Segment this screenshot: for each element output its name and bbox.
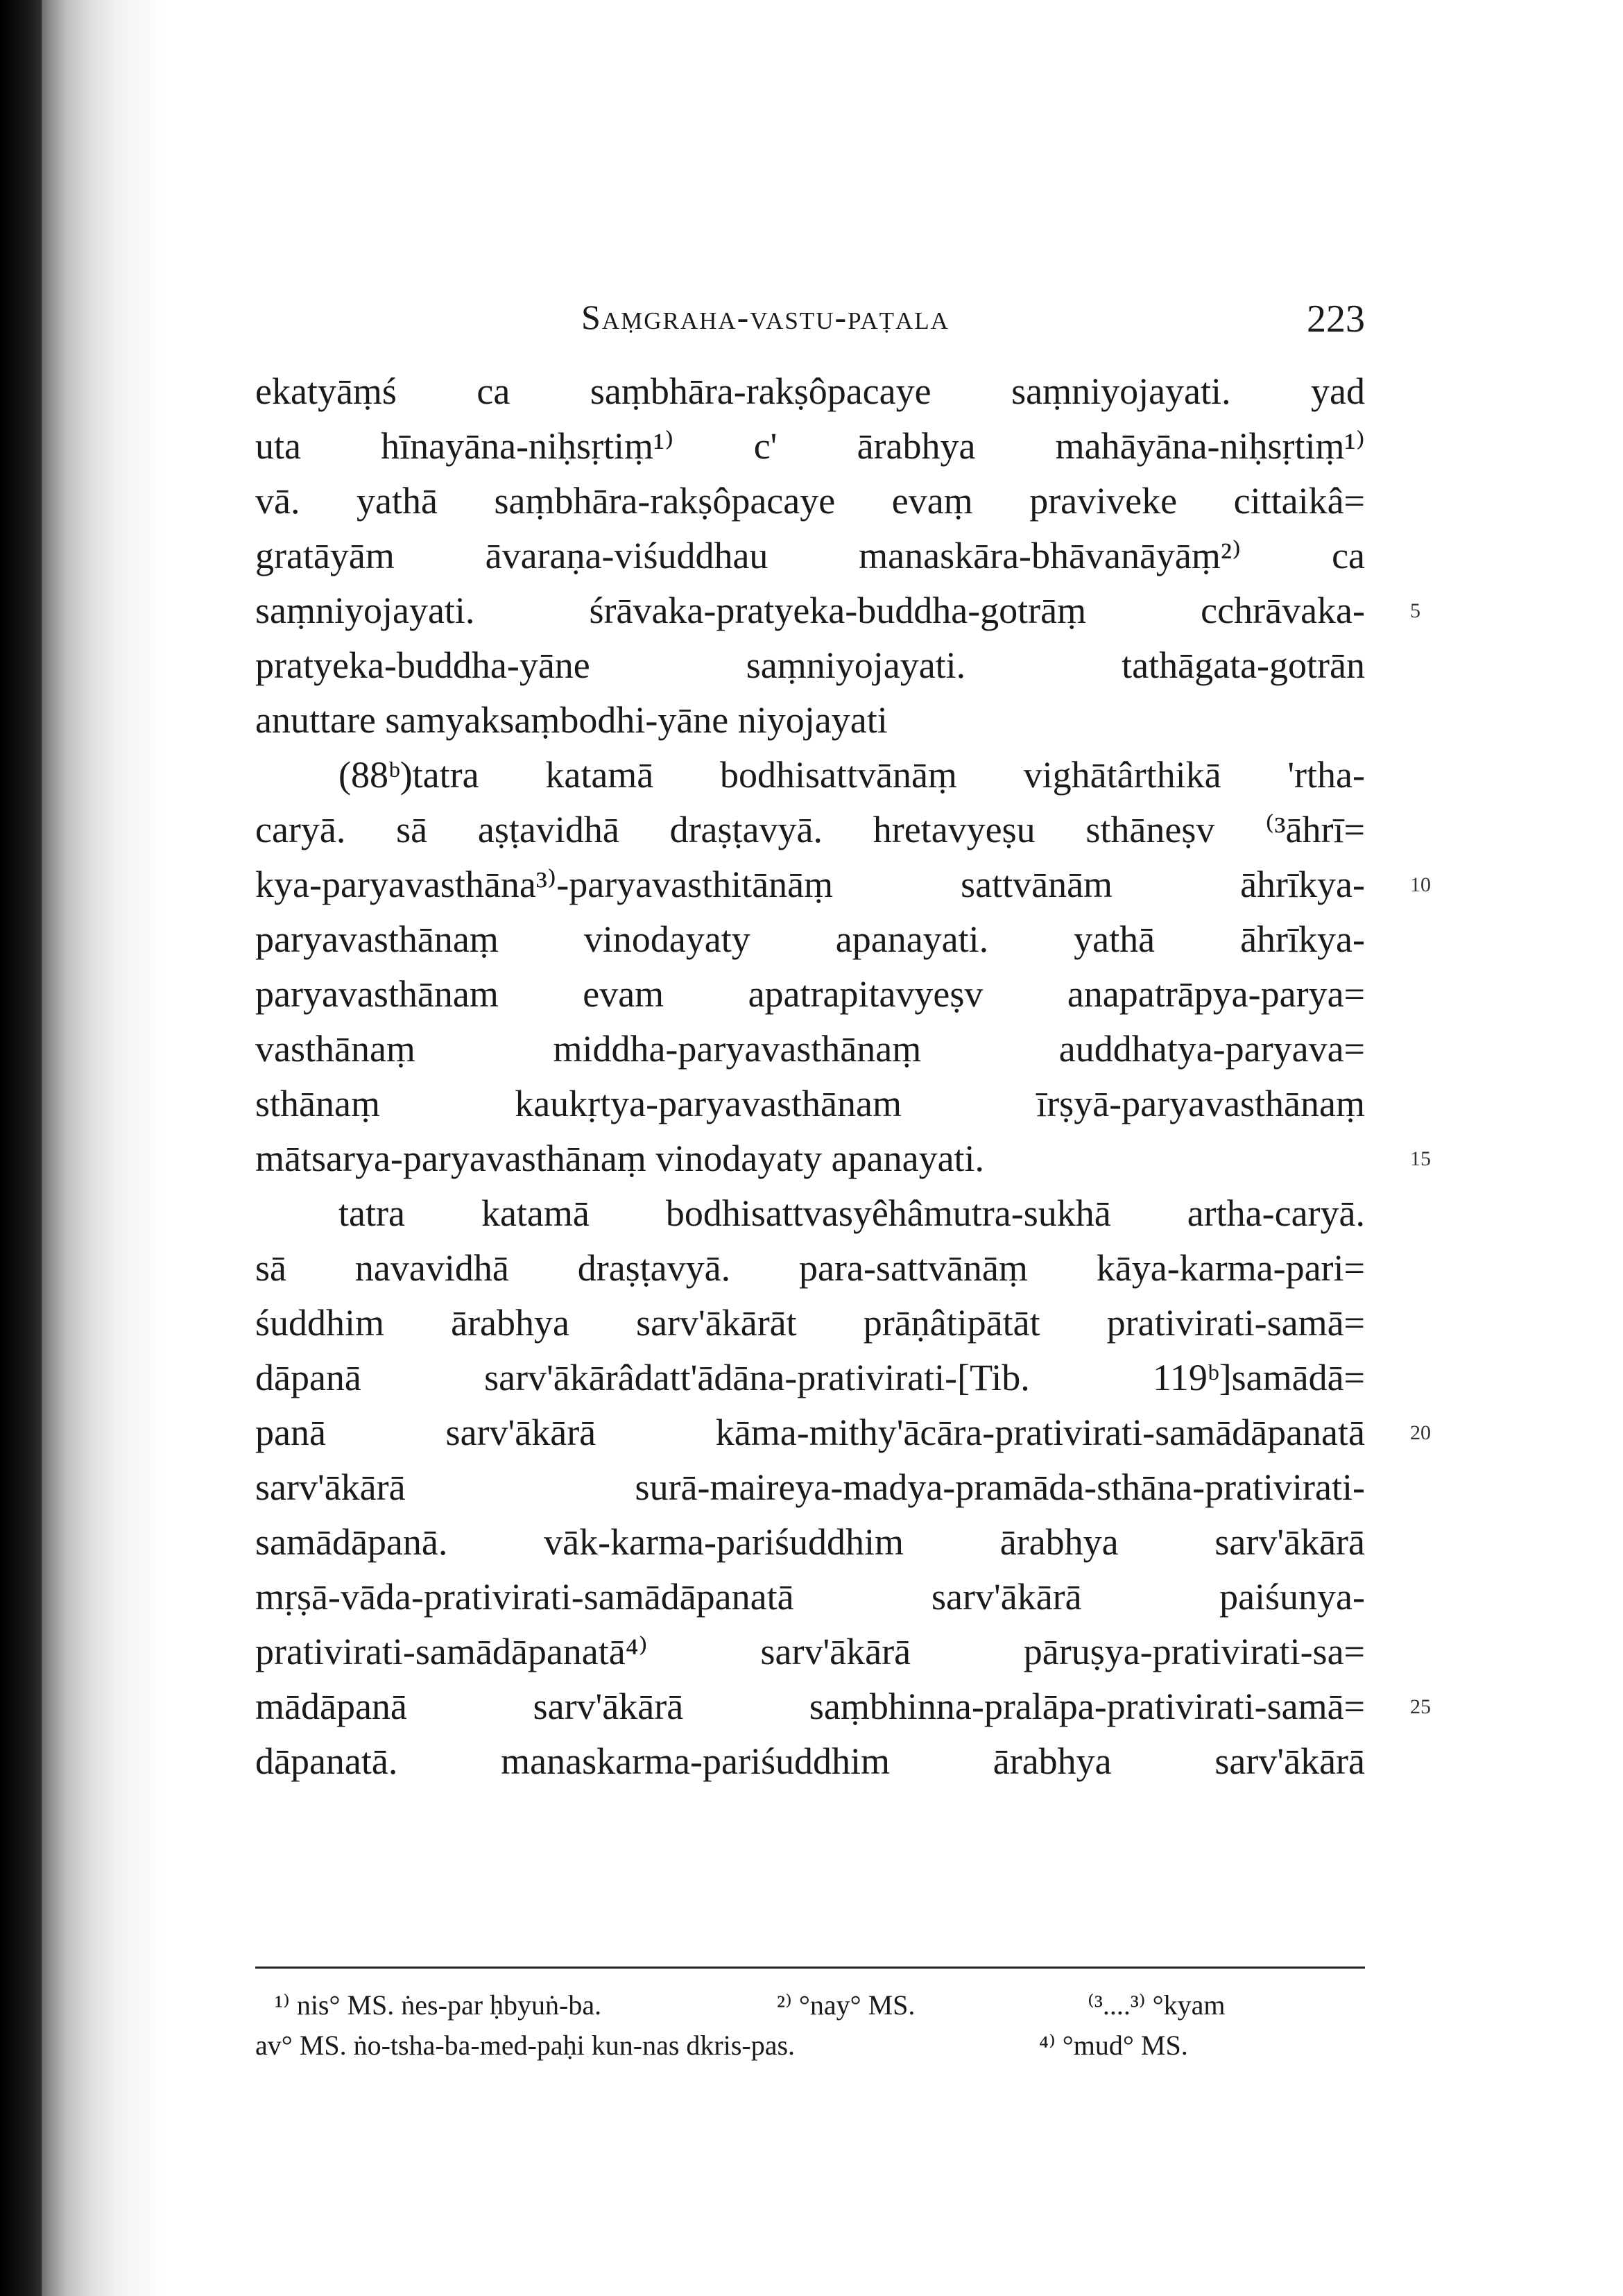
- text-line: [255, 1515, 1365, 1570]
- text-line-content: mādāpanā sarv'ākārā saṃbhinna-pralāpa-prativirati-samā=: [255, 1686, 1365, 1727]
- text-line: [255, 1679, 1431, 1734]
- text-line: [255, 1296, 1365, 1351]
- text-line-content: anuttare samyaksaṃbodhi-yāne niyojayati: [255, 699, 888, 741]
- text-line-content: paryavasthānam evam apatrapitavyeṣv anapatrāpya-parya=: [255, 973, 1365, 1015]
- text-line-content: samādāpanā. vāk-karma-pariśuddhim ārabhya sarv'ākārā: [255, 1521, 1365, 1563]
- footnote-divider: [255, 1967, 1365, 1969]
- text-line: [255, 1734, 1365, 1789]
- text-line: [255, 1241, 1365, 1296]
- line-number: 5: [1410, 599, 1420, 622]
- text-line: [255, 693, 1365, 748]
- footnote-line-1: [255, 1985, 1365, 2025]
- text-line-content: gratāyām āvaraṇa-viśuddhau manaskāra-bhāvanāyāṃ²⁾ ca: [255, 535, 1365, 576]
- text-line-content: panā sarv'ākārā kāma-mithy'ācāra-prativirati-samādāpanatā: [255, 1412, 1365, 1453]
- text-line: [255, 748, 1365, 803]
- text-line-content: pratyeka-buddha-yāne saṃniyojayati. tathāgata-gotrān: [255, 644, 1365, 686]
- text-line-content: vasthānaṃ middha-paryavasthānaṃ auddhatya-paryava=: [255, 1028, 1365, 1070]
- text-line-content: sthānaṃ kaukṛtya-paryavasthānam īrṣyā-paryavasthānaṃ: [255, 1083, 1365, 1124]
- text-line: [255, 583, 1420, 638]
- text-line: [255, 1460, 1365, 1515]
- text-line: [255, 1570, 1365, 1625]
- text-line-content: sarv'ākārā surā-maireya-madya-pramāda-sthāna-prativirati-: [255, 1466, 1365, 1508]
- line-number: 20: [1410, 1421, 1431, 1444]
- text-line-content: saṃniyojayati. śrāvaka-pratyeka-buddha-gotrāṃ cchrāvaka-: [255, 590, 1365, 631]
- running-title: Saṃgraha-vastu-paṭala: [581, 298, 950, 336]
- text-line-content: dāpanatā. manaskarma-pariśuddhim ārabhya sarv'ākārā: [255, 1740, 1365, 1782]
- text-line: [255, 638, 1365, 693]
- main-text: [255, 364, 1431, 1789]
- text-line-content: prativirati-samādāpanatā⁴⁾ sarv'ākārā pāruṣya-prativirati-sa=: [255, 1631, 1365, 1672]
- footnote-4: ⁴⁾ °mud° MS.: [1039, 2030, 1188, 2061]
- line-number: 25: [1410, 1695, 1431, 1718]
- text-line-content: sā navavidhā draṣṭavyā. para-sattvānāṃ kāya-karma-pari=: [255, 1247, 1365, 1289]
- text-line: [255, 1077, 1365, 1131]
- text-line: [255, 529, 1365, 583]
- page-number: 223: [1307, 298, 1365, 341]
- text-line: [255, 912, 1365, 967]
- text-line: [255, 857, 1431, 912]
- text-line: [255, 1351, 1365, 1405]
- text-line: [255, 364, 1365, 419]
- text-line-content: ekatyāṃś ca saṃbhāra-rakṣôpacaye saṃniyojayati. yad: [255, 370, 1365, 412]
- text-line: [255, 1405, 1431, 1460]
- line-number: 10: [1410, 873, 1431, 896]
- footnote-3: ⁽³....³⁾ °kyam: [1088, 1989, 1226, 2021]
- text-line: [255, 1131, 1431, 1186]
- text-line-content: tatra katamā bodhisattvasyêhâmutra-sukhā artha-caryā.: [338, 1192, 1365, 1234]
- text-line: [255, 419, 1365, 474]
- text-line-content: dāpanā sarv'ākārâdatt'ādāna-prativirati-[Tib. 119ᵇ]samādā=: [255, 1357, 1365, 1398]
- text-line: [255, 1625, 1365, 1679]
- text-line-content: paryavasthānaṃ vinodayaty apanayati. yathā āhrīkya-: [255, 918, 1365, 960]
- text-line-content: uta hīnayāna-niḥsṛtiṃ¹⁾ c' ārabhya mahāyāna-niḥsṛtiṃ¹⁾: [255, 425, 1365, 467]
- line-number: 15: [1410, 1147, 1431, 1170]
- page-header: [581, 297, 1365, 345]
- text-line: [255, 1186, 1365, 1241]
- footnotes: [255, 1985, 1365, 2066]
- text-line-content: mātsarya-paryavasthānaṃ vinodayaty apanayati.: [255, 1138, 985, 1179]
- text-line: [255, 967, 1365, 1022]
- text-line-content: (88ᵇ)tatra katamā bodhisattvānāṃ vighātârthikā 'rtha-: [338, 754, 1365, 796]
- footnote-3-continued: av° MS. ṅo-tsha-ba-med-paḥi kun-nas dkris-pas.: [255, 2030, 796, 2061]
- footnote-line-2: [255, 2025, 1365, 2066]
- text-line-content: vā. yathā saṃbhāra-rakṣôpacaye evaṃ praviveke cittaikâ=: [255, 480, 1365, 522]
- text-line-content: kya-paryavasthāna³⁾-paryavasthitānāṃ sattvānām āhrīkya-: [255, 864, 1365, 905]
- footnote-2: ²⁾ °nay° MS.: [777, 1989, 916, 2021]
- text-line: [255, 1022, 1365, 1077]
- text-line-content: caryā. sā aṣṭavidhā draṣṭavyā. hretavyeṣu sthāneṣv ⁽³āhrī=: [255, 809, 1365, 850]
- text-line: [255, 474, 1365, 529]
- footnote-1: ¹⁾ nis° MS. ṅes-par ḥbyuṅ-ba.: [275, 1989, 602, 2021]
- text-line-content: śuddhim ārabhya sarv'ākārāt prāṇâtipātāt prativirati-samā=: [255, 1302, 1365, 1344]
- text-line-content: mṛṣā-vāda-prativirati-samādāpanatā sarv'ākārā paiśunya-: [255, 1576, 1365, 1618]
- text-line: [255, 803, 1365, 857]
